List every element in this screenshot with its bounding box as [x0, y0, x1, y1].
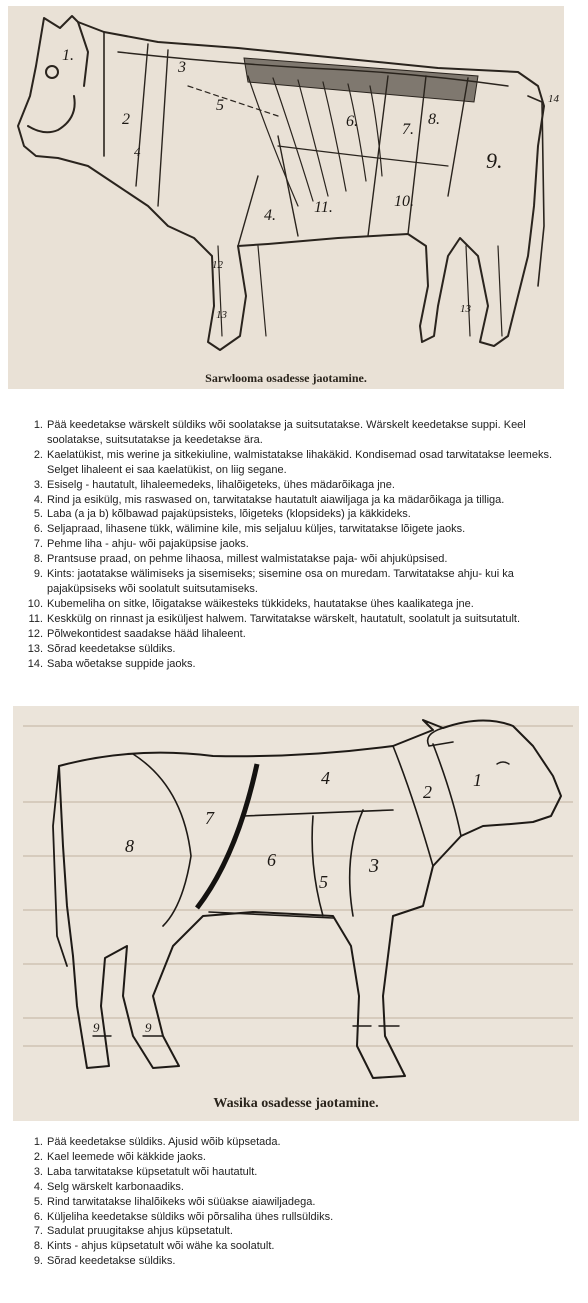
- list-item: 11. Keskkülg on rinnast ja esiküljest halwem. Tarwitatakse wärskelt, hautatult, soolatult ja suitsutatult.: [28, 612, 521, 625]
- cow-cuts-diagram: [8, 6, 564, 389]
- list-item: 2. Kaelatükist, mis werine ja sitkekiuline, walmistatakse lihakäkid. Kondisemad osad tarwitatakse leemeks. Selget lihaleent ei saa kaelatükist, on liig segane.: [33, 448, 553, 476]
- calf-body-outline: [59, 720, 561, 1078]
- figure-caption: Wasika osadesse jaotamine.: [213, 1096, 379, 1111]
- list-item: 4. Selg wärskelt karbonaadiks.: [33, 1180, 184, 1193]
- list-item: 4. Rind ja esikülg, mis raswased on, tarwitatakse hautatult aiawiljaga ja ka mädarõikaga ja tilliga.: [33, 493, 505, 506]
- region-label: 2: [122, 111, 130, 128]
- list-item: 8. Kints - ahjus küpsetatult wõi wähe ka soolatult.: [33, 1240, 275, 1253]
- region-label: 3: [369, 855, 379, 877]
- region-label: 11.: [314, 199, 333, 216]
- region-label: 6.: [346, 113, 358, 130]
- calf-outline-drawing: [13, 706, 579, 1121]
- region-label: 4: [321, 768, 330, 788]
- list-item: 13. Sõrad keedetakse süldiks.: [27, 642, 176, 655]
- cow-cuts-list: [27, 418, 572, 671]
- list-item: 7. Pehme liha - ahju- wõi pajaküpsise jaoks.: [33, 538, 249, 551]
- region-label: 6: [267, 850, 276, 870]
- region-label: 5: [216, 97, 224, 114]
- region-label: 3: [178, 59, 186, 76]
- list-item: 8. Prantsuse praad, on pehme lihaosa, millest walmistatakse paja- wõi ahjuküpsised.: [33, 553, 448, 566]
- list-item: 3. Laba tarwitatakse küpsetatult wõi hautatult.: [33, 1165, 258, 1178]
- region-label: 9: [93, 1020, 100, 1035]
- calf-cuts-diagram: [13, 706, 579, 1121]
- region-label: 10.: [394, 193, 414, 210]
- list-item: 2. Kael leemede wõi käkkide jaoks.: [33, 1150, 206, 1163]
- list-item: 9. Sõrad keedetakse süldiks.: [33, 1255, 176, 1268]
- region-label: 7.: [402, 121, 414, 138]
- region-label: 9: [145, 1020, 152, 1035]
- list-item: 3. Esiselg - hautatult, lihaleemedeks, lihalõigeteks, ühes mädarõikaga jne.: [33, 478, 395, 491]
- saddle-divider: [197, 764, 257, 908]
- region-label: 8: [125, 836, 134, 856]
- list-item: 1. Pää keedetakse süldiks. Ajusid wõib küpsetada.: [33, 1136, 281, 1148]
- list-item: 1. Pää keedetakse wärskelt süldiks wõi soolatakse ja suitsutatakse. Wärskelt keedetakse suppi. Keel soolatakse, suitsutatakse ja keedetakse ära.: [33, 419, 526, 446]
- region-label: 14: [548, 93, 559, 105]
- list-item: 6. Seljapraad, lihasene tükk, wälimine kile, mis seljaluu küljes, tarwitatakse lõigete jaoks.: [33, 523, 466, 536]
- region-label: 9.: [486, 148, 503, 173]
- region-label: 12: [212, 259, 223, 271]
- cow-outline-drawing: [8, 6, 564, 389]
- region-label: 5: [319, 872, 328, 892]
- calf-cuts-list: [33, 1135, 572, 1269]
- region-label: 13: [216, 309, 227, 321]
- region-label: 8.: [428, 111, 440, 128]
- bleed-through-texture: [23, 726, 573, 1046]
- list-item: 6. Küljeliha keedetakse süldiks wõi põrsaliha ühes rullsüldiks.: [33, 1210, 334, 1223]
- region-label: 1.: [62, 47, 74, 64]
- list-item: 7. Sadulat pruugitakse ahjus küpsetatult.: [33, 1225, 233, 1238]
- figure-caption: Sarwlooma osadesse jaotamine.: [205, 371, 367, 385]
- list-item: 5. Rind tarwitatakse lihalõikeks wõi süüakse aiawiljadega.: [33, 1195, 316, 1208]
- region-label: 4: [134, 144, 141, 159]
- region-label: 13: [460, 303, 471, 315]
- list-item: 10. Kubemeliha on sitke, lõigatakse wäikesteks tükkideks, hautatakse ühes kaalikatega jne.: [27, 597, 474, 610]
- region-label: 7: [205, 808, 214, 828]
- list-item: 9. Kints: jaotatakse wälimiseks ja sisemiseks; sisemine osa on muredam. Tarwitatakse ahju- kui ka pajaküpsiseks wõi soolatult suitsutamiseks.: [33, 568, 514, 595]
- region-label: 4.: [264, 207, 276, 224]
- region-label: 1: [473, 770, 482, 790]
- list-item: 5. Laba (a ja b) kõlbawad pajaküpsisteks, lõigeteks (klopsideks) ja käkkideks.: [33, 508, 411, 521]
- list-item: 12. Põlwekontidest saadakse hääd lihaleent.: [27, 627, 246, 640]
- region-label: 2: [423, 782, 432, 802]
- list-item: 14. Saba wõetakse suppide jaoks.: [27, 657, 196, 670]
